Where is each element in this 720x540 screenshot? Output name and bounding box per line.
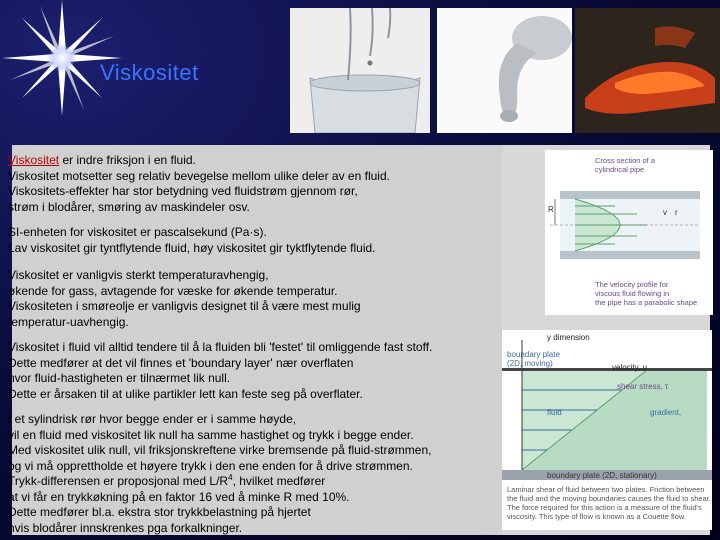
caption-line: viscous fluid flowing in bbox=[595, 289, 670, 298]
fluid-label: fluid bbox=[547, 408, 562, 417]
paragraph-si-unit bbox=[8, 225, 376, 256]
caption-line: The velocity profile for bbox=[595, 280, 669, 289]
moving-plate-label bbox=[507, 350, 560, 368]
shear-caption bbox=[507, 485, 711, 521]
caption-line: viscosity. This type of flow is known as a Couette flow. bbox=[507, 512, 686, 521]
text-line: Viskositet i fluid vil alltid tendere til å la fluiden bli 'festet' til omliggende fast stoff. bbox=[8, 340, 433, 354]
caption-line: the fluid and the moving boundaries causes the fluid to shear. bbox=[507, 494, 711, 503]
text-line: økende for gass, avtagende for væske for økende temperatur. bbox=[8, 283, 338, 298]
pouring-liquid-photo bbox=[290, 8, 430, 133]
caption-line: Cross section of a bbox=[595, 156, 656, 165]
superscript: 4 bbox=[228, 473, 233, 482]
text-line: Lav viskositet gir tyntflytende fluid, høy viskositet gir tyktflytende fluid. bbox=[8, 240, 376, 255]
text-span: er indre friksjon i en fluid. bbox=[59, 153, 196, 167]
stationary-plate-label: boundary plate (2D, stationary) bbox=[547, 471, 657, 480]
text-line: Dette er årsaken til at ulike partikler lett kan feste seg på overflater. bbox=[8, 386, 363, 401]
caption-line: cylindrical pipe bbox=[595, 165, 645, 174]
pipe-diagram bbox=[545, 176, 713, 276]
paragraph-pipe-flow bbox=[8, 412, 431, 536]
shear-stress-label: shear stress, τ bbox=[617, 382, 669, 391]
caption-line: Laminar shear of fluid between two plates. Friction between bbox=[507, 485, 705, 494]
radius-label: R bbox=[548, 205, 554, 214]
text-line: Dette medfører bl.a. ekstra stor trykkbelastning på hjertet bbox=[8, 505, 311, 519]
text-line: temperatur-uavhengig. bbox=[8, 314, 129, 329]
text-line: Viskositet motsetter seg relativ bevegelse mellom ulike deler av en fluid. bbox=[8, 168, 390, 183]
caption-line: the pipe has a parabolic shape bbox=[595, 298, 698, 307]
gradient-label: gradient, bbox=[650, 408, 682, 417]
caption-line: The force required for this action is a measure of the fluid's bbox=[507, 503, 702, 512]
text-line bbox=[8, 474, 431, 490]
text-line: I et sylindrisk rør hvor begge ender er i samme høyde, bbox=[8, 412, 297, 426]
text-line: Viskositet er vanligvis sterkt temperaturavhengig, bbox=[8, 268, 269, 282]
slide-title: Viskositet bbox=[100, 60, 199, 85]
text-line: Med viskositet ulik null, vil friksjonskreftene virke bremsende på fluid-strømmen, bbox=[8, 443, 432, 457]
text-line: strøm i blodårer, smøring av maskindeler osv. bbox=[8, 199, 250, 214]
velocity-u-label: velocity, u bbox=[612, 363, 647, 372]
paragraph-boundary-layer bbox=[8, 340, 432, 402]
text-line bbox=[8, 153, 390, 169]
viskositet-link[interactable]: Viskositet bbox=[8, 153, 60, 167]
text-line: Viskositeten i smøreolje er vanligvis designet til å være mest mulig bbox=[8, 299, 361, 313]
text-line: og vi må opprettholde et høyere trykk i den ene enden for å drive strømmen. bbox=[8, 458, 413, 473]
pipe-caption-top bbox=[595, 156, 655, 174]
pipe-velocity-profile-figure bbox=[545, 150, 713, 315]
text-line: Dette medfører at det vil finnes et 'boundary layer' nær overflaten bbox=[8, 355, 354, 370]
r-label: r bbox=[675, 208, 678, 217]
label-line: boundary plate bbox=[507, 350, 560, 359]
paragraph-definition bbox=[8, 153, 390, 215]
viscous-goo-photo bbox=[437, 8, 572, 133]
lava-photo bbox=[575, 8, 720, 133]
text-line: Viskositets-effekter har stor betydning ved fluidstrøm gjennom rør, bbox=[8, 184, 358, 198]
paragraph-temperature bbox=[8, 268, 361, 330]
text-line: hvis blodårer innskrenkes pga forkalkninger. bbox=[8, 520, 243, 535]
text-span: , hvilket medfører bbox=[232, 474, 326, 488]
text-line: vil en fluid med viskositet lik null ha samme hastighet og trykk i begge ender. bbox=[8, 427, 414, 442]
couette-flow-figure bbox=[502, 330, 712, 530]
text-line: at vi får en trykkøkning på en faktor 16 ved å minke R med 10%. bbox=[8, 489, 350, 504]
y-dimension-label: y dimension bbox=[547, 333, 590, 342]
text-span: Trykk-differensen er proposjonal med L/R bbox=[8, 474, 229, 488]
text-line: hvor fluid-hastigheten er tilnærmet lik null. bbox=[8, 371, 231, 385]
text-line: SI-enheten for viskositet er pascalsekund (Pa·s). bbox=[8, 225, 267, 239]
velocity-label: v bbox=[663, 208, 667, 217]
label-line: (2D, moving) bbox=[507, 359, 553, 368]
pipe-caption-bottom bbox=[595, 280, 697, 307]
